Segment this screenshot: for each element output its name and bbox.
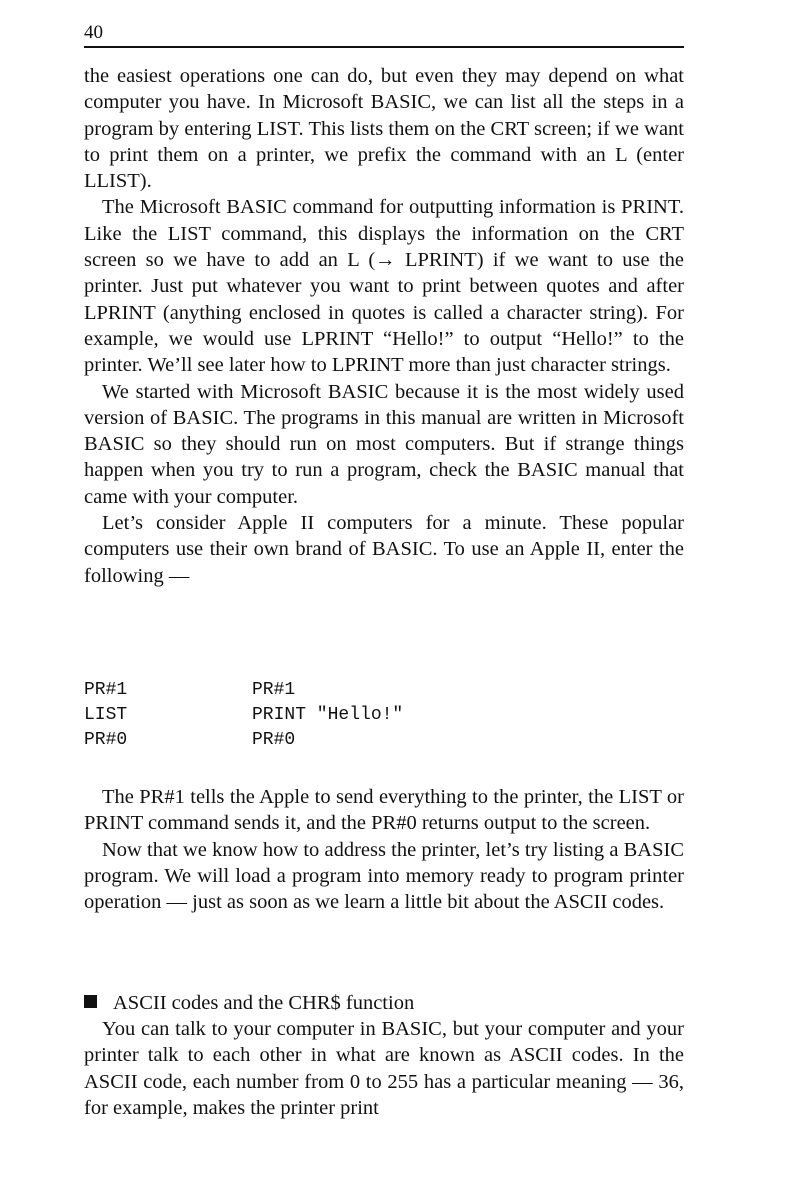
- code-line: PR#1: [252, 680, 296, 700]
- paragraph: Let’s consider Apple II computers for a minute. These popular computers use their own brand of BASIC. To use an Apple II, enter the following —: [84, 512, 684, 587]
- paragraph: You can talk to your computer in BASIC, but your computer and your printer talk to each other in what are known as ASCII codes. In the ASCII code, each number from 0 to 255 has a particular meaning — 36, for example, makes the printer print: [84, 1018, 684, 1119]
- body-text-bottom: [84, 1016, 684, 1121]
- code-line: PRINT "Hello!": [252, 705, 404, 725]
- book-page: [84, 0, 684, 1190]
- page-header: [84, 22, 684, 48]
- code-column-print: [252, 678, 403, 753]
- black-square-icon: [84, 995, 97, 1008]
- paragraph: The Microsoft BASIC command for outputting information is PRINT. Like the LIST command, this displays the information on the CRT screen so we have to add an L (→ LPRINT) if we want to use the printer. Just put whatever you want to print between quotes and after LPRINT (anything enclosed in quotes is called a character string). For example, we would use LPRINT “Hello!” to output “Hello!” to the printer. We’ll see later how to LPRINT more than just character strings.: [84, 196, 684, 377]
- code-column-list: [84, 678, 127, 753]
- section-heading: [84, 990, 684, 1016]
- paragraph: Now that we know how to address the printer, let’s try listing a BASIC program. We will load a program into memory ready to program printer operation — just as soon as we learn a little bit about the ASCII codes.: [84, 838, 684, 914]
- paragraph: The PR#1 tells the Apple to send everything to the printer, the LIST or PRINT command sends it, and the PR#0 returns output to the screen.: [84, 786, 684, 835]
- page-number: 40: [84, 22, 103, 43]
- code-line: LIST: [84, 705, 128, 725]
- code-line: PR#0: [84, 730, 128, 750]
- paragraph: the easiest operations one can do, but even they may depend on what computer you have. In Microsoft BASIC, we can list all the steps in a program by entering LIST. This lists them on the CRT screen; if we want to print them on a printer, we prefix the command with an L (enter LLIST).: [84, 65, 684, 193]
- section-heading-text: ASCII codes and the CHR$ function: [113, 992, 415, 1014]
- body-text-top: [84, 63, 684, 589]
- code-line: PR#0: [252, 730, 296, 750]
- paragraph: We started with Microsoft BASIC because it is the most widely used version of BASIC. The programs in this manual are written in Microsoft BASIC so they should run on most computers. But if strange things happen when you try to run a program, check the BASIC manual that came with your computer.: [84, 380, 684, 508]
- body-text-middle: [84, 784, 684, 915]
- code-line: PR#1: [84, 680, 128, 700]
